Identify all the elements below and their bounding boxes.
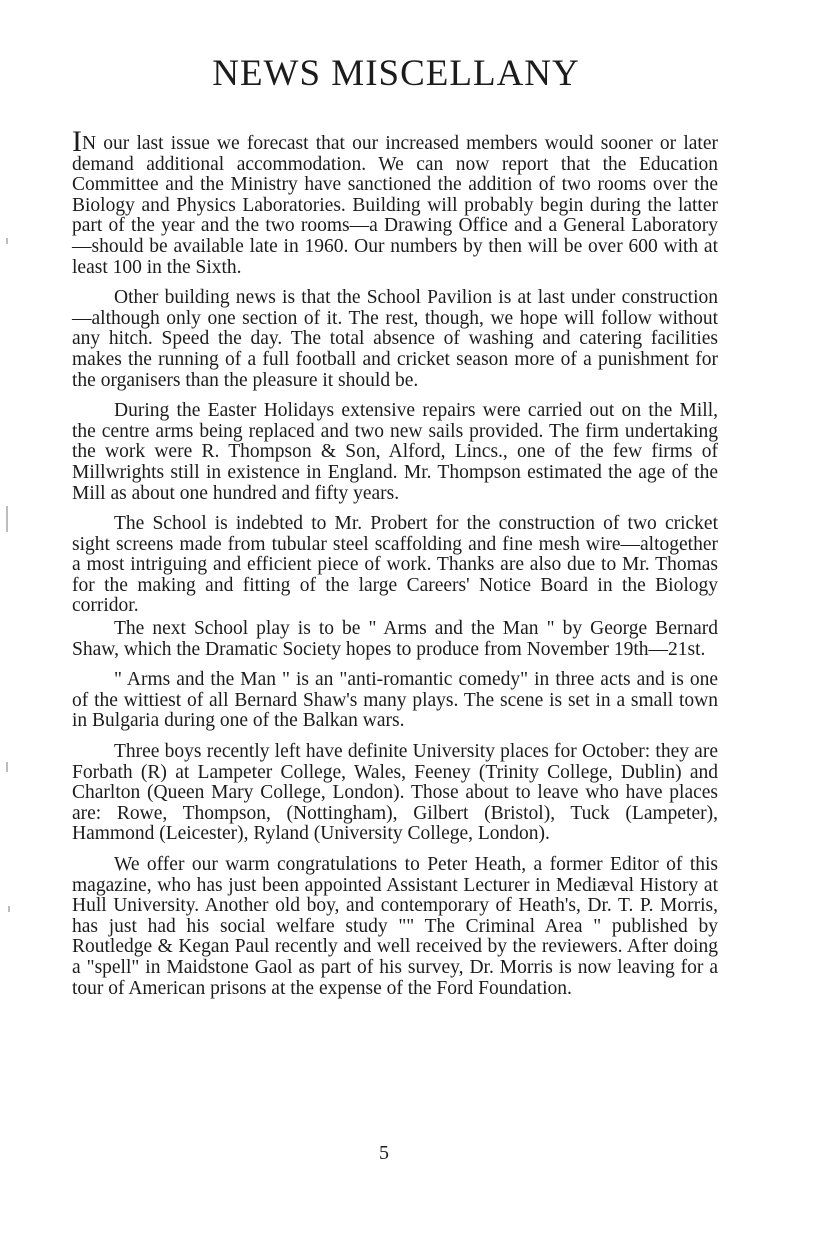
paragraph-mill-repairs: During the Easter Holidays extensive repairs were carried out on the Mill, the centre arms being replaced and two new sails provided. The firm undertaking the work were R. Thompson & Son, Alford, Lincs., one of the few firms of Millwrights still in existence in England. Mr. Thompson estimated the age of the Mill as about one hundred and fifty years.: [72, 400, 718, 504]
scan-edge-mark: [8, 906, 10, 912]
paragraph-accommodation: [72, 125, 718, 278]
paragraph-congratulations: We offer our warm congratulations to Peter Heath, a former Editor of this magazine, who has just been appointed Assistant Lecturer in Mediæval History at Hull University. Another old boy, and contemporary of Heath's, Dr. T. P. Morris, has just had his social welfare study "" The Criminal Area " published by Routledge & Kegan Paul recently and well received by the reviewers. After doing a "spell" in Maidstone Gaol as part of his survey, Dr. Morris is now leaving for a tour of American prisons at the expense of the Ford Foundation.: [72, 854, 718, 999]
page-title: NEWS MISCELLANY: [212, 53, 580, 94]
scan-edge-mark: [6, 238, 8, 244]
paragraph-text: N our last issue we forecast that our increased members would sooner or later demand additional accommodation. We can now report that the Education Committee and the Ministry have sanctioned the addition of two rooms over the Biology and Physics Laboratories. Building will probably begin during the latter part of the year and the two rooms—a Drawing Office and a General Laboratory—should be available late in 1960. Our numbers by then will be over 600 with at least 100 in the Sixth.: [72, 133, 718, 278]
paragraph-pavilion: Other building news is that the School Pavilion is at last under construction—although only one section of it. The rest, though, we hope will follow without any hitch. Speed the day. The total absence of washing and catering facilities makes the running of a full football and cricket season more of a punishment for the organisers than the pleasure it should be.: [72, 287, 718, 391]
scan-edge-mark: [6, 762, 8, 772]
paragraph-school-play: The next School play is to be " Arms and the Man " by George Bernard Shaw, which the Dramatic Society hopes to produce from November 19th—21st.: [72, 618, 718, 660]
paragraph-arms-and-the-man: " Arms and the Man " is an "anti-romantic comedy" in three acts and is one of the wittiest of all Bernard Shaw's many plays. The scene is set in a small town in Bulgaria during one of the Balkan wars.: [72, 669, 718, 732]
paragraph-university-places: Three boys recently left have definite University places for October: they are Forbath (R) at Lampeter College, Wales, Feeney (Trinity College, Dublin) and Charlton (Queen Mary College, London). Those about to leave who have places are: Rowe, Thompson, (Nottingham), Gilbert (Bristol), Tuck (Lampeter), Hammond (Leicester), Ryland (University College, London).: [72, 741, 718, 845]
scan-edge-mark: [6, 506, 8, 532]
page-number: 5: [379, 1142, 389, 1164]
paragraph-sight-screens: The School is indebted to Mr. Probert for the construction of two cricket sight screens made from tubular steel scaffolding and fine mesh wire—altogether a most intriguing and efficient piece of work. Thanks are also due to Mr. Thomas for the making and fitting of the large Careers' Notice Board in the Biology corridor.: [72, 513, 718, 617]
drop-cap: I: [72, 125, 82, 158]
article-body: [72, 125, 718, 1009]
